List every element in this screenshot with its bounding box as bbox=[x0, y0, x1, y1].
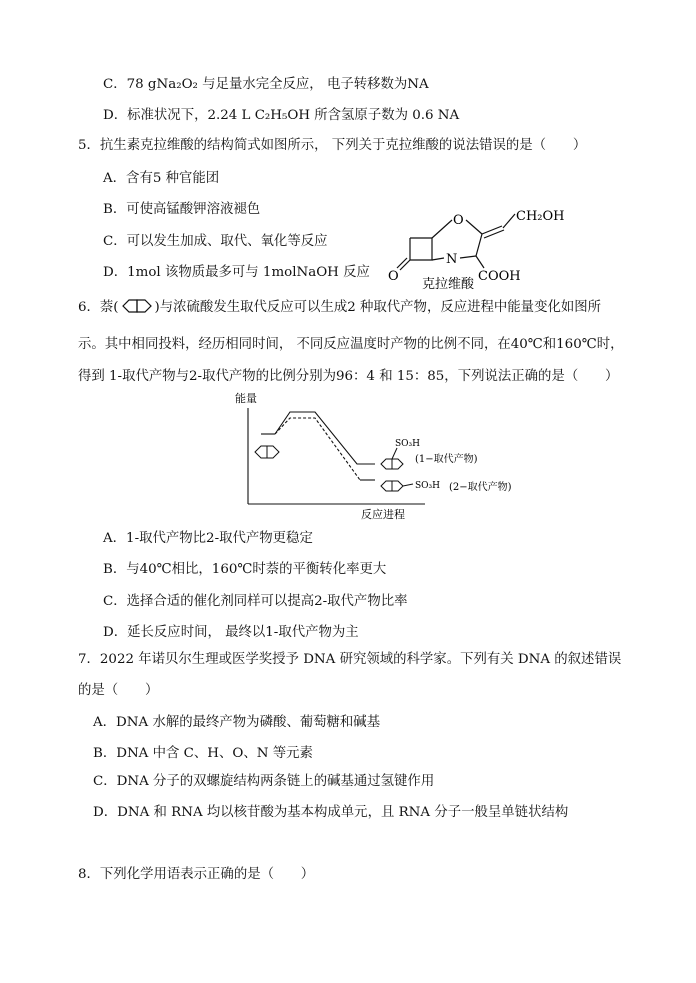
q6-stem-line1 bbox=[78, 298, 601, 317]
q7-stem-line1: 7．2022 年诺贝尔生理或医学奖授予 DNA 研究领域的科学家。下列有关 DNA 的叙述错误 bbox=[78, 652, 622, 667]
q4-option-c: C．78 gNa₂O₂ 与足量水完全反应， 电子转移数为NA bbox=[103, 77, 429, 92]
energy-diagram bbox=[235, 388, 535, 522]
q5-option-d: D．1mol 该物质最多可与 1molNaOH 反应 bbox=[103, 265, 370, 280]
q6-stem-part-a: 6．萘( bbox=[78, 300, 119, 315]
naphthalene-icon bbox=[119, 298, 155, 314]
q7-option-b: B．DNA 中含 C、H、O、N 等元素 bbox=[93, 746, 313, 761]
cooh-group: COOH bbox=[478, 269, 521, 284]
q5-option-b: B．可使高锰酸钾溶液褪色 bbox=[103, 202, 261, 217]
q5-option-a: A．含有5 种官能团 bbox=[103, 171, 220, 186]
structure-caption: 克拉维酸 bbox=[422, 277, 475, 290]
q7-stem-line2: 的是（ ） bbox=[78, 683, 159, 698]
q6-stem-line2: 示。其中相同投料，经历相同时间， 不同反应温度时产物的比例不同，在40℃和160℃时， bbox=[78, 337, 624, 352]
carbonyl-o-atom: O bbox=[388, 269, 399, 284]
q7-option-d: D．DNA 和 RNA 均以核苷酸为基本构成单元，且 RNA 分子一般呈单链状结构 bbox=[93, 805, 569, 820]
q6-stem-line3: 得到 1-取代产物与2-取代产物的比例分别为96：4 和 15：85，下列说法正确的是（ ） bbox=[78, 369, 619, 384]
energy-axis-label: 能量 bbox=[235, 392, 257, 405]
q6-option-a: A．1-取代产物比2-取代产物更稳定 bbox=[103, 531, 313, 546]
q4-option-d: D．标准状况下，2.24 L C₂H₅OH 所含氢原子数为 0.6 NA bbox=[103, 108, 460, 123]
q8-stem: 8．下列化学用语表示正确的是（ ） bbox=[78, 867, 315, 882]
product-2-so3h: SO₃H bbox=[415, 481, 441, 491]
ch2oh-group: CH₂OH bbox=[516, 209, 565, 224]
progress-axis-label: 反应进程 bbox=[361, 508, 405, 521]
naphthalene-reactant bbox=[255, 446, 279, 458]
ring-o-atom: O bbox=[453, 213, 464, 228]
q6-option-c: C．选择合适的催化剂同样可以提高2-取代产物比率 bbox=[103, 594, 408, 609]
n-atom: N bbox=[446, 252, 458, 267]
q6-stem-part-b: )与浓硫酸发生取代反应可以生成2 种取代产物，反应进程中能量变化如图所 bbox=[154, 300, 602, 315]
product-1-so3h: SO₃H bbox=[395, 439, 421, 449]
clavulanic-acid-structure bbox=[380, 198, 580, 290]
q5-stem: 5．抗生素克拉维酸的结构简式如图所示， 下列关于克拉维酸的说法错误的是（ ） bbox=[78, 138, 587, 153]
product-2-molecule bbox=[381, 481, 440, 491]
q7-option-c: C．DNA 分子的双螺旋结构两条链上的碱基通过氢键作用 bbox=[93, 774, 435, 789]
q7-option-a: A．DNA 水解的最终产物为磷酸、葡萄糖和碱基 bbox=[93, 715, 381, 730]
q6-option-b: B．与40℃相比，160℃时萘的平衡转化率更大 bbox=[103, 562, 387, 577]
q6-option-d: D．延长反应时间， 最终以1-取代产物为主 bbox=[103, 625, 359, 640]
product-2-label: (2−取代产物) bbox=[449, 482, 512, 493]
product-1-label: (1−取代产物) bbox=[415, 454, 478, 465]
q5-option-c: C．可以发生加成、取代、氧化等反应 bbox=[103, 234, 328, 249]
